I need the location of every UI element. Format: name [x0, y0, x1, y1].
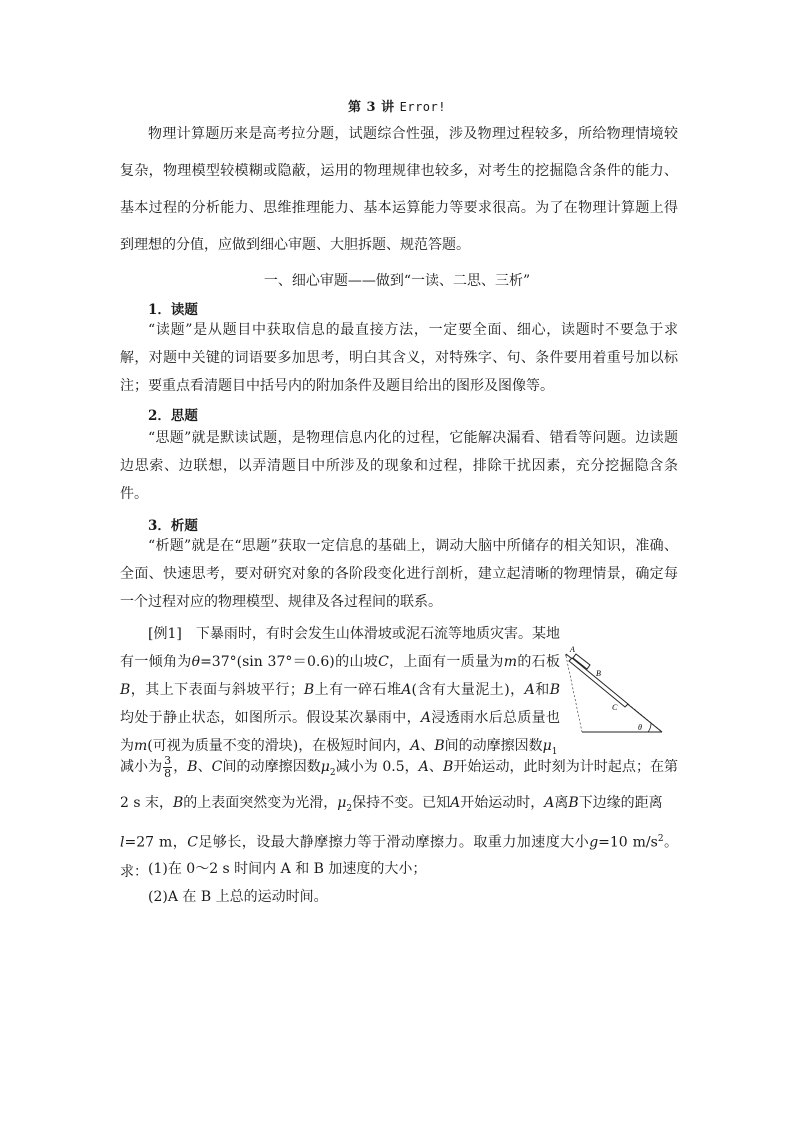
ex-sub-2: 2	[329, 767, 336, 778]
ex-g: g	[589, 834, 599, 851]
label-A: A	[570, 645, 575, 654]
ex-text-18: 开始运动，此时刻为计时起点；在第 2 s 末，	[120, 759, 679, 811]
ex-text-4: ，其上下表面与斜坡平行；	[130, 682, 304, 698]
ex-text-11: 、	[420, 738, 435, 754]
ex-C2: C	[211, 759, 223, 775]
ex-text-29: 。求：	[120, 834, 679, 881]
ex-B3: B	[549, 682, 561, 698]
angle-arc	[648, 723, 651, 732]
ex-m1: m	[503, 654, 518, 670]
ex-text-13: 减小为	[120, 759, 163, 775]
ex-text-9: 浸透雨水后总质量也为	[120, 710, 561, 754]
ex-A5: A	[418, 759, 429, 775]
ex-text-3: 的石板	[517, 654, 560, 670]
ex-A1: A	[401, 682, 412, 698]
ex-text-28: =10 m/s	[598, 834, 658, 851]
ex-sub-3: 2	[346, 803, 353, 814]
ex-B6: B	[442, 759, 454, 775]
ex-text-1: 下暴雨时，有时会发生山体滑坡或泥石流等地质灾害。某地有一倾角为	[120, 626, 560, 670]
ex-text-20: 保持不变。已知	[352, 794, 451, 811]
ex-text-21: 开始运动时，	[460, 794, 545, 811]
ex-m2: m	[134, 738, 148, 754]
label-B: B	[596, 669, 601, 678]
ex-C1: C	[378, 654, 389, 670]
slope-diagram	[562, 644, 672, 740]
ex-text-14: ，	[173, 759, 188, 775]
ex-theta: θ	[191, 654, 201, 670]
ex-A2: A	[524, 682, 535, 698]
question-1: (1)在 0～2 s 时间内 A 和 B 加速度的大小；	[148, 861, 427, 877]
ex-B5: B	[187, 759, 198, 775]
heading-think: 2．思题	[148, 408, 198, 424]
ex-text-25: =27 m，	[124, 834, 188, 851]
body-analyze: “析题”就是在“思题”获取一定信息的基础上，调动大脑中所储存的相关知识，准确、全面、快速思考，要对研究对象的各阶段变化进行剖析，建立起清晰的物理情景，确定每一个过程对应的物理模型、规律及各过程间的联系。	[120, 538, 678, 610]
ex-text-23: 下边缘的距离	[578, 794, 663, 811]
ex-mu3: μ	[337, 794, 347, 811]
ex-text-8: 均处于静止状态，如图所示。假设某次暴雨中，	[120, 710, 421, 726]
ex-text-12: 间的动摩擦因数	[444, 738, 543, 754]
ex-angle: =37°(sin 37°＝0.6)的山坡	[200, 654, 379, 670]
example-continued: 减小为 $\frac{3}{8}$ ，B、C间的动摩擦因数$\mu_2$减小为 0.5，A、B开始运动，此时刻为计时起点；在第 2 s 末，B的上表面突然变为光滑，$\mu_2$保持不变。已知A开始运动时，A离B下边缘的距离 l=27 m，C足够长，设最大静摩擦力等于滑动摩擦力。取重力加速度大小g=10 $m/s^2$。求：	[120, 753, 679, 881]
board-B-shape	[569, 658, 628, 707]
fraction	[163, 755, 172, 780]
heading-read: 1．读题	[148, 302, 198, 318]
ex-text-19: 的上表面突然变为光滑，	[183, 794, 338, 811]
ex-B4: B	[434, 738, 445, 754]
example-label: [例1]	[148, 626, 182, 642]
page-title	[0, 96, 794, 115]
ex-text-5: 上有一碎石堆	[314, 682, 402, 698]
title-text: 第 3 讲	[348, 100, 400, 115]
ex-text-6: (含有大量泥土)，	[411, 682, 525, 698]
ex-text-26: 足够长，设最大静摩擦力等于滑动摩擦力。取重力加速度大小	[197, 834, 590, 851]
ex-sup-2: 2	[657, 833, 664, 844]
ex-B1: B	[120, 682, 131, 698]
ex-B2: B	[303, 682, 315, 698]
ex-text-16: 间的动摩擦因数	[222, 759, 321, 775]
title-error: Error!	[399, 100, 446, 114]
heading-analyze: 3．析题	[148, 518, 198, 534]
question-2: (2)A 在 B 上总的运动时间。	[148, 889, 328, 905]
label-theta: θ	[638, 723, 642, 732]
ex-text-17: 减小为 0.5，	[335, 759, 419, 775]
example-paragraph	[120, 620, 560, 766]
ex-mu2: μ	[320, 759, 330, 775]
fraction-denominator: 8	[164, 766, 172, 780]
ex-A6: A	[450, 794, 461, 811]
ex-sub-1: 1	[551, 746, 558, 757]
ex-mu1: μ	[542, 738, 552, 754]
ex-C3: C	[187, 834, 198, 851]
ex-text-2: ，上面有一质量为	[388, 654, 504, 670]
ex-B7: B	[173, 794, 184, 811]
fraction-numerator: 3	[164, 753, 172, 767]
ex-text-10: (可视为质量不变的滑块)，在极短时间内，	[147, 738, 411, 754]
section-title: 一、细心审题——做到“一读、二思、三析”	[263, 273, 531, 289]
ex-B8: B	[568, 794, 579, 811]
ex-text-22: 离	[554, 794, 569, 811]
ex-l: l	[120, 834, 125, 851]
ex-A7: A	[544, 794, 555, 811]
intro-paragraph: 物理计算题历来是高考拉分题，试题综合性强，涉及物理过程较多，所给物理情境较复杂，物理模型较模糊或隐蔽，运用的物理规律也较多，对考生的挖掘隐含条件的能力、基本过程的分析能力、思维推理能力、基本运算能力等要求很高。为了在物理计算题上得到理想的分值，应做到细心审题、大胆拆题、规范答题。	[120, 126, 678, 253]
ex-text-15: 、	[197, 759, 212, 775]
ex-A4: A	[410, 738, 421, 754]
body-read: “读题”是从题目中获取信息的最直接方法，一定要全面、细心，读题时不要急于求解，对题中关键的词语要多加思考，明白其含义，对特殊字、句、条件要用着重号加以标注；要重点看清题目中括号内的附加条件及题目给出的图形及图像等。	[120, 322, 678, 394]
ex-A3: A	[420, 710, 432, 726]
body-think: “思题”就是默读试题，是物理信息内化的过程，它能解决漏看、错看等问题。边读题边思索、边联想，以弄清题目中所涉及的现象和过程，排除干扰因素，充分挖掘隐含条件。	[120, 430, 678, 502]
ex-text-7: 和	[534, 682, 550, 698]
label-C: C	[612, 703, 618, 712]
